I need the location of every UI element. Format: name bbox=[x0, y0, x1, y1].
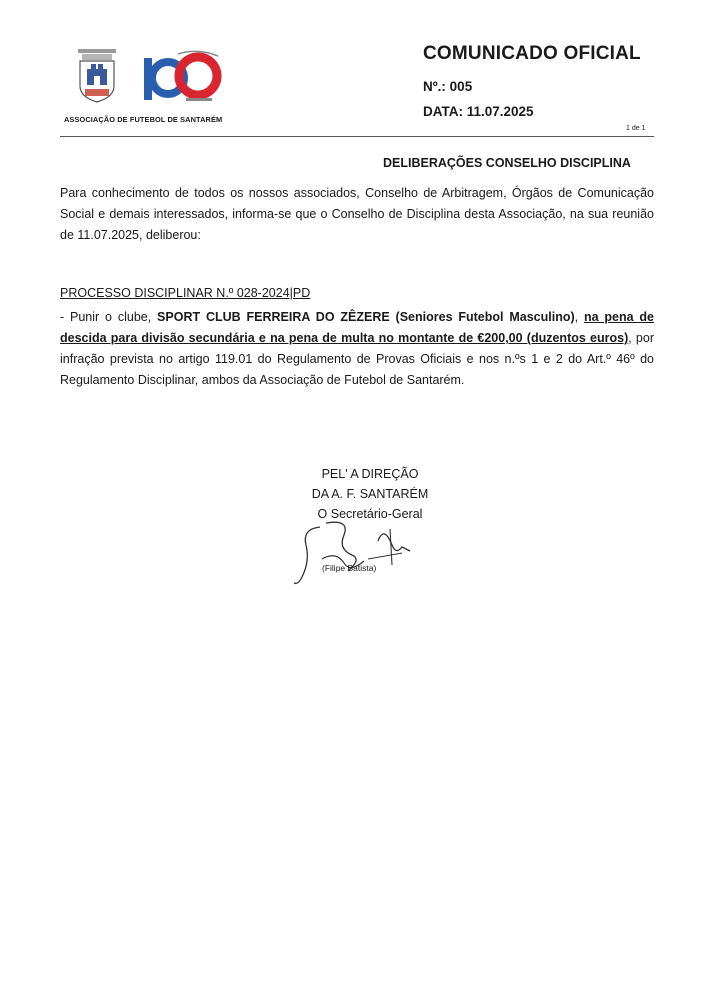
decision-legal-basis: , por infração prevista no artigo 119.01 do Regulamento de Provas Oficiais e nos n.ºs 1 e 2 do Art.º 46º do Regulamento Disciplinar, ambos da Associação de Futebol de Santarém. bbox=[60, 331, 654, 387]
document-header bbox=[0, 0, 720, 140]
signature-line-direction: PEL' A DIREÇÃO bbox=[321, 467, 419, 481]
signature-line-association: DA A. F. SANTARÉM bbox=[311, 487, 429, 501]
crest-logo-icon bbox=[76, 46, 118, 104]
process-heading: PROCESSO DISCIPLINAR N.º 028-2024|PD bbox=[60, 286, 311, 300]
penalty-text: na pena de descida para divisão secundária e na pena de multa no montante de €200,00 (duzentos euros) bbox=[60, 310, 654, 345]
signatory-name: (Filipe Batista) bbox=[322, 563, 377, 573]
header-divider bbox=[60, 136, 654, 137]
page-indicator: 1 de 1 bbox=[626, 125, 646, 132]
decision-paragraph bbox=[60, 307, 654, 391]
document-date: DATA: 11.07.2025 bbox=[423, 104, 534, 119]
signature-line-role: O Secretário-Geral bbox=[317, 507, 423, 521]
handwritten-signature-icon bbox=[292, 515, 420, 587]
association-name: ASSOCIAÇÃO DE FUTEBOL DE SANTARÉM bbox=[64, 115, 223, 124]
intro-paragraph: Para conhecimento de todos os nossos associados, Conselho de Arbitragem, Órgãos de Comunicação Social e demais interessados, informa-se que o Conselho de Disciplina desta Associação, na sua reunião de 11.07.2025, deliberou: bbox=[60, 186, 654, 242]
document-number: Nº.: 005 bbox=[423, 79, 473, 94]
logos-group bbox=[60, 42, 240, 122]
section-title: DELIBERAÇÕES CONSELHO DISCIPLINA bbox=[383, 156, 631, 170]
document-title: COMUNICADO OFICIAL bbox=[423, 43, 641, 64]
decision-separator: , bbox=[574, 310, 584, 324]
decision-lead-text: - Punir o clube, bbox=[60, 310, 158, 324]
centenary-logo-icon bbox=[138, 48, 224, 104]
club-name: SPORT CLUB FERREIRA DO ZÊZERE (Seniores Futebol Masculino) bbox=[157, 310, 575, 324]
